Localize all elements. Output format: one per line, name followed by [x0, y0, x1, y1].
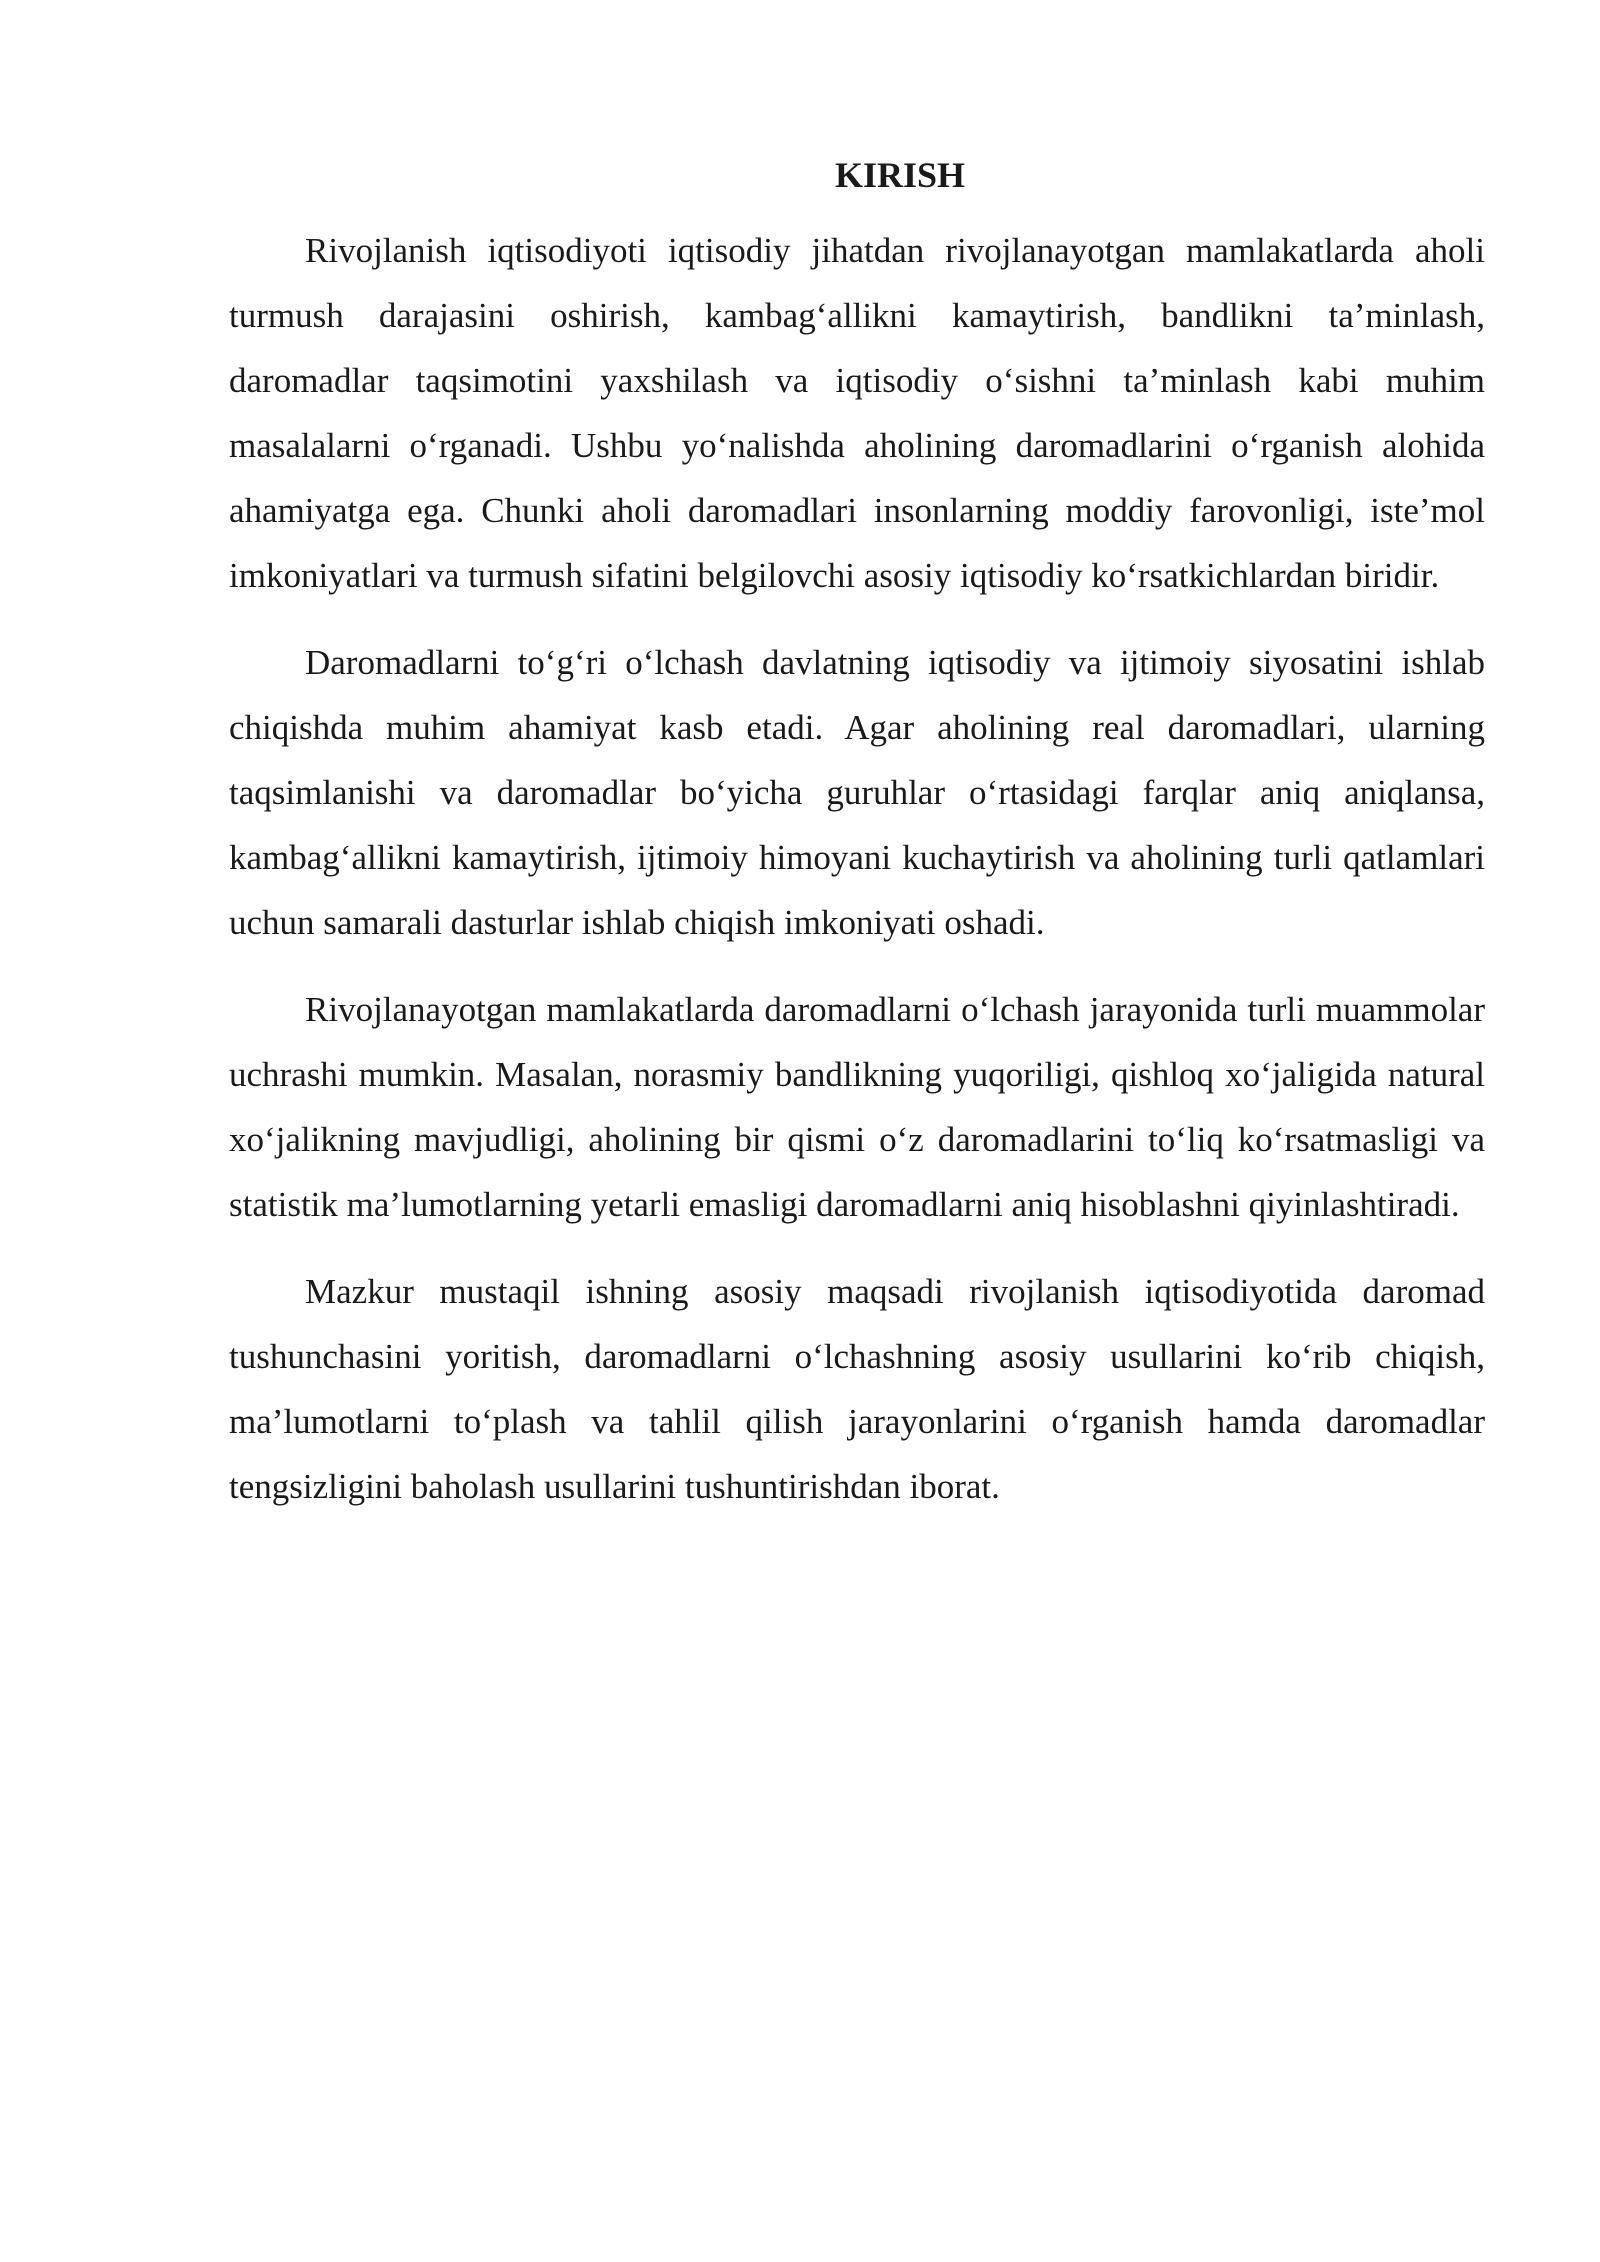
paragraph-3: Rivojlanayotgan mamlakatlarda daromadlarni o‘lchash jarayonida turli muammolar uchrashi mumkin. Masalan, norasmiy bandlikning yuqoriligi, qishloq xo‘jaligida natural xo‘jalikning mavjudligi, aholining bir qismi o‘z daromadlarini to‘liq ko‘rsatmasligi va statistik ma’lumotlarning yetarli emasligi daromadlarni aniq hisoblashni qiyinlashtiradi. [229, 990, 1485, 1224]
paragraph-4: Mazkur mustaqil ishning asosiy maqsadi rivojlanish iqtisodiyotida daromad tushunchasini yoritish, daromadlarni o‘lchashning asosiy usullarini ko‘rib chiqish, ma’lumotlarni to‘plash va tahlil qilish jarayonlarini o‘rganish hamda daromadlar tengsizligini baholash usullarini tushuntirishdan iborat. [229, 1272, 1485, 1506]
paragraph-2: Daromadlarni to‘g‘ri o‘lchash davlatning iqtisodiy va ijtimoiy siyosatini ishlab chiqishda muhim ahamiyat kasb etadi. Agar aholining real daromadlari, ularning taqsimlanishi va daromadlar bo‘yicha guruhlar o‘rtasidagi farqlar aniq aniqlansa, kambag‘allikni kamaytirish, ijtimoiy himoyani kuchaytirish va aholining turli qatlamlari uchun samarali dasturlar ishlab chiqish imkoniyati oshadi. [229, 643, 1485, 942]
page-title: KIRISH [834, 155, 966, 195]
document-body [229, 148, 1485, 1541]
paragraph-1: Rivojlanish iqtisodiyoti iqtisodiy jihatdan rivojlanayotgan mamlakatlarda aholi turmush darajasini oshirish, kambag‘allikni kamaytirish, bandlikni ta’minlash, daromadlar taqsimotini yaxshilash va iqtisodiy o‘sishni ta’minlash kabi muhim masalalarni o‘rganadi. Ushbu yo‘nalishda aholining daromadlarini o‘rganish alohida ahamiyatga ega. Chunki aholi daromadlari insonlarning moddiy farovonligi, iste’mol imkoniyatlari va turmush sifatini belgilovchi asosiy iqtisodiy ko‘rsatkichlardan biridir. [229, 231, 1485, 595]
